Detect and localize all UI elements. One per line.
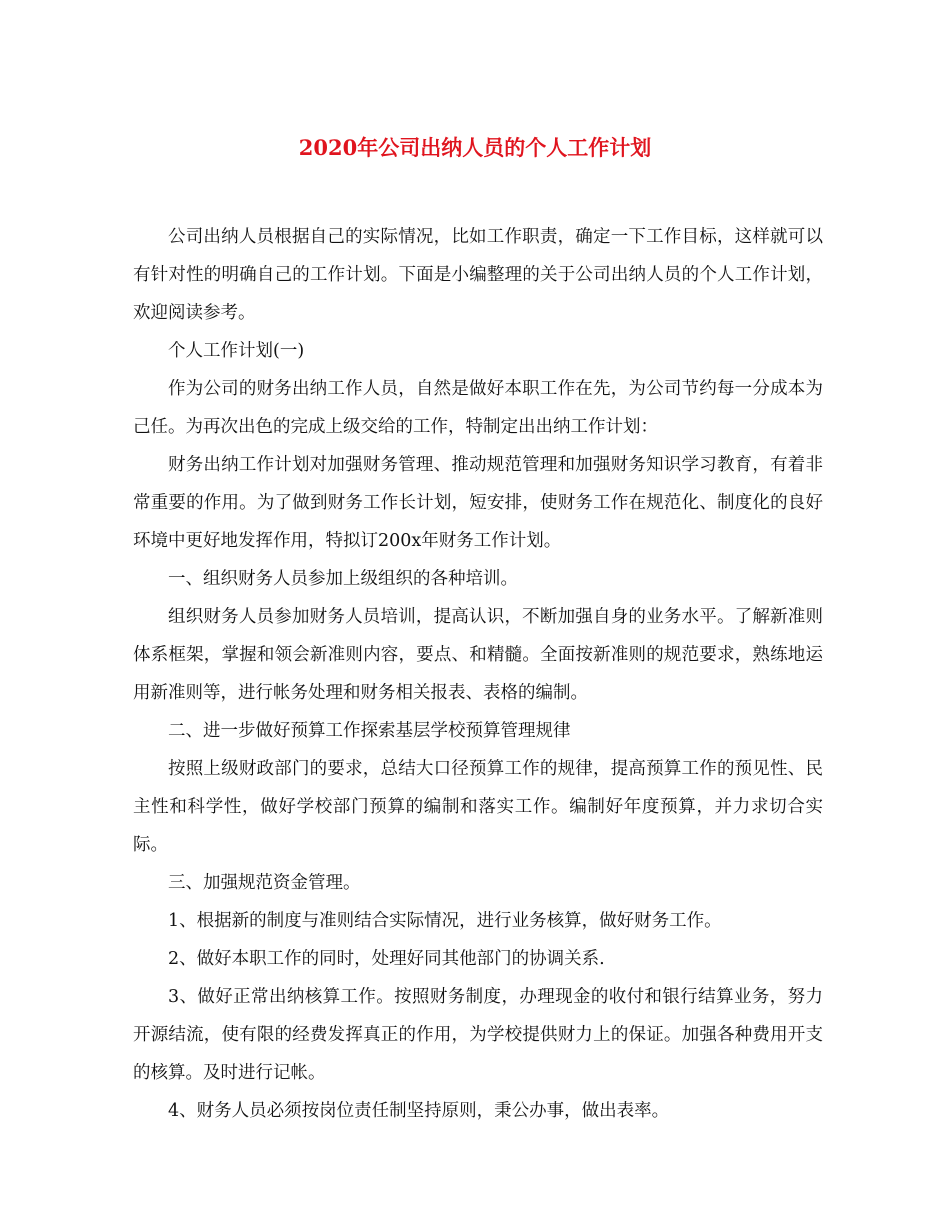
list-item: 2、做好本职工作的同时，处理好同其他部门的协调关系. [168, 949, 605, 969]
list-item: 4、财务人员必须按岗位责任制坚持原则，秉公办事，做出表率。 [168, 1101, 670, 1121]
paragraph: 按照上级财政部门的要求，总结大口径预算工作的规律，提高预算工作的预见性、民主性和科学性，做好学校部门预算的编制和落实工作。编制好年度预算，并力求切合实际。 [133, 759, 823, 855]
paragraph: 组织财务人员参加财务人员培训，提高认识，不断加强自身的业务水平。了解新准则体系框架，掌握和领会新准则内容，要点、和精髓。全面按新准则的规范要求，熟练地运用新准则等，进行帐务处理和财务相关报表、表格的编制。 [133, 607, 823, 703]
section-heading: 三、加强规范资金管理。 [168, 873, 361, 893]
paragraph: 财务出纳工作计划对加强财务管理、推动规范管理和加强财务知识学习教育，有着非常重要的作用。为了做到财务工作长计划，短安排，使财务工作在规范化、制度化的良好环境中更好地发挥作用，特拟订200x年财务工作计划。 [133, 455, 823, 551]
paragraph: 作为公司的财务出纳工作人员，自然是做好本职工作在先，为公司节约每一分成本为己任。为再次出色的完成上级交给的工作，特制定出出纳工作计划： [133, 379, 823, 437]
section-heading: 一、组织财务人员参加上级组织的各种培训。 [168, 569, 518, 589]
list-item: 1、根据新的制度与准则结合实际情况，进行业务核算，做好财务工作。 [168, 911, 722, 931]
paragraph-plan-heading: 个人工作计划(一) [168, 341, 305, 361]
document-body [133, 218, 823, 1130]
document-title: 2020年公司出纳人员的个人工作计划 [298, 135, 652, 160]
list-item: 3、做好正常出纳核算工作。按照财务制度，办理现金的收付和银行结算业务，努力开源结流，使有限的经费发挥真正的作用，为学校提供财力上的保证。加强各种费用开支的核算。及时进行记帐。 [133, 987, 823, 1083]
paragraph-intro: 公司出纳人员根据自己的实际情况，比如工作职责，确定一下工作目标，这样就可以有针对性的明确自己的工作计划。下面是小编整理的关于公司出纳人员的个人工作计划，欢迎阅读参考。 [133, 227, 823, 323]
section-heading: 二、进一步做好预算工作探索基层学校预算管理规律 [168, 721, 571, 741]
